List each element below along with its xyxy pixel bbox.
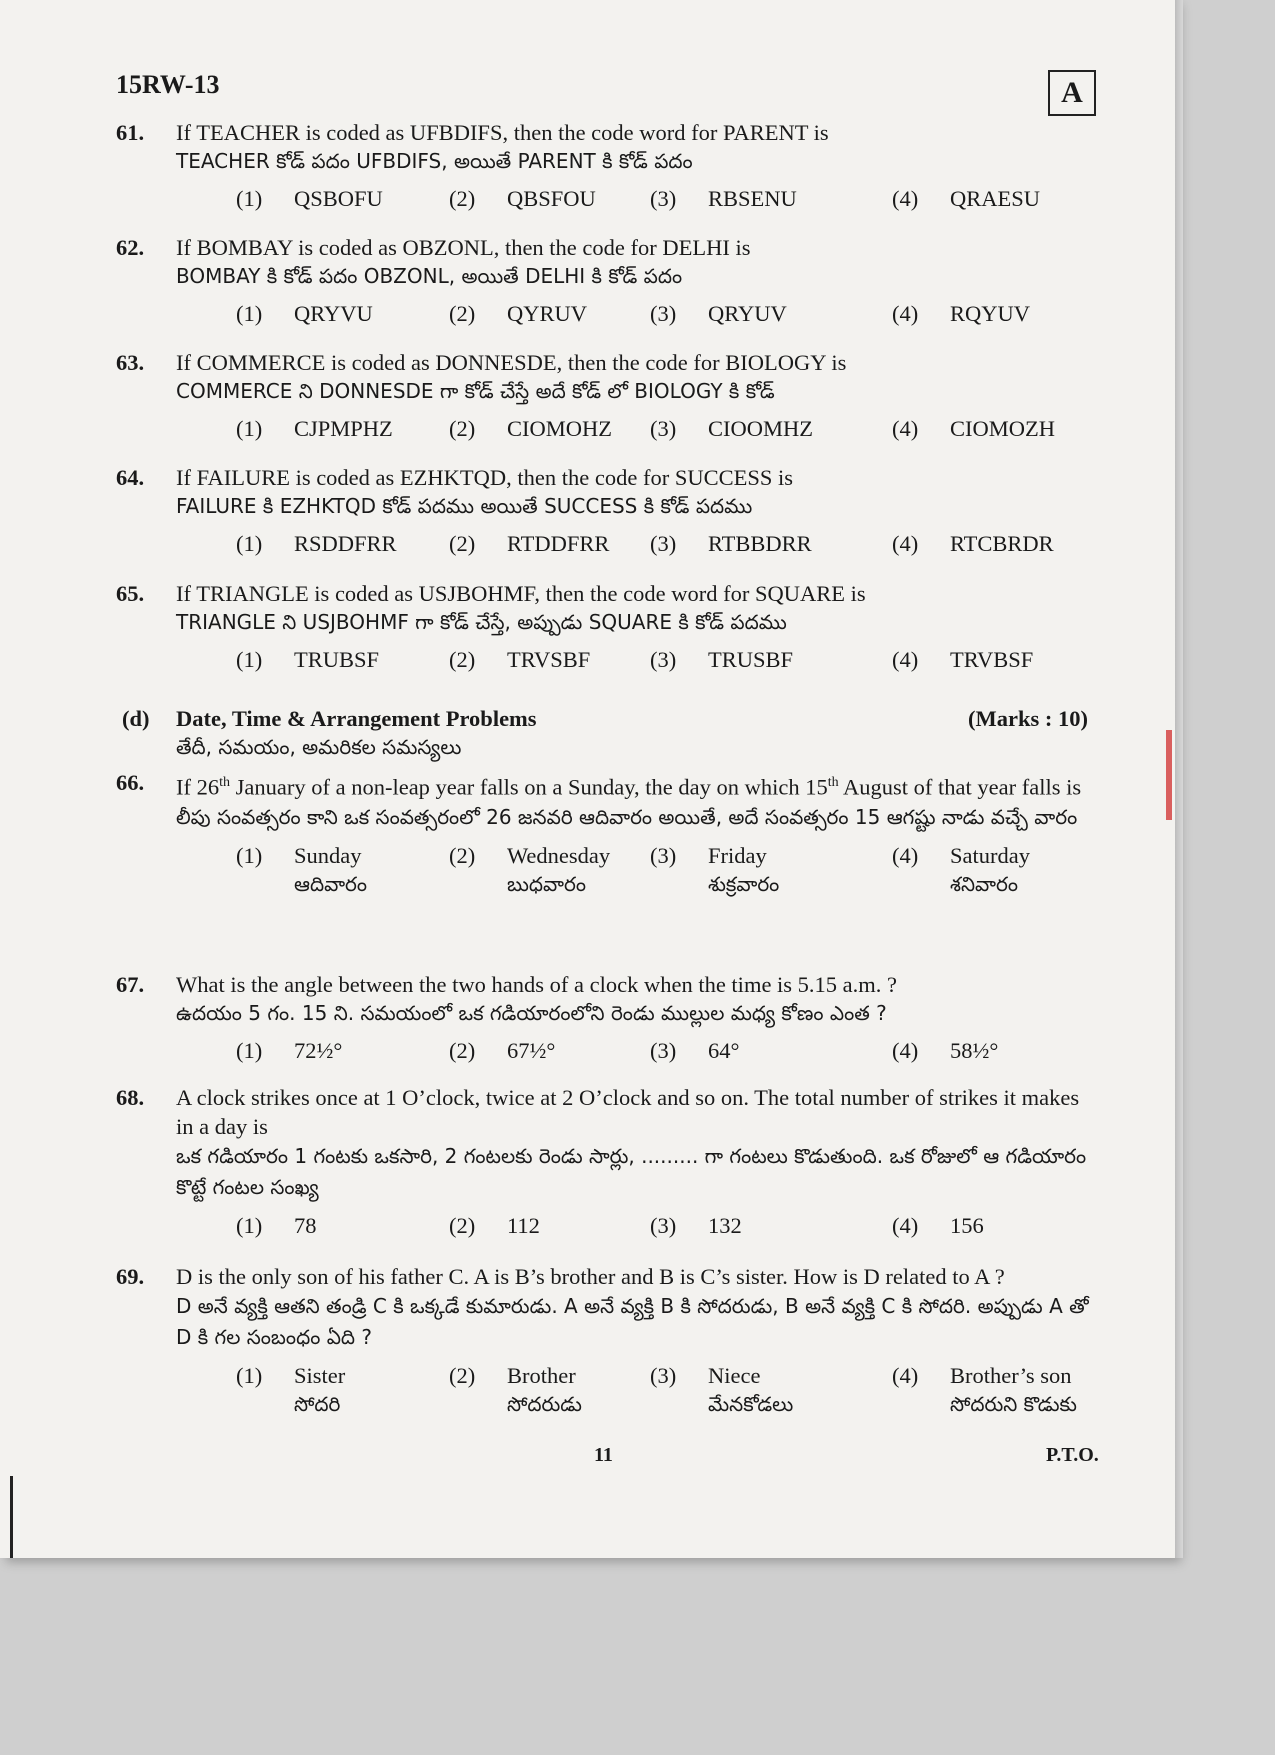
options — [176, 1361, 1096, 1419]
option-1[interactable]: (1) Sister సోదరి — [236, 1363, 346, 1416]
section-marks: (Marks : 10) — [968, 706, 1088, 731]
option-4[interactable]: (4) QRAESU — [892, 186, 1041, 211]
question-text: If FAILURE is coded as EZHKTQD, then the code for SUCCESS is — [176, 465, 794, 490]
question-69 — [116, 1262, 1096, 1419]
question-63 — [116, 348, 1096, 443]
option-2[interactable]: (2) CIOMOHZ — [449, 416, 612, 441]
option-2[interactable]: (2) RTDDFRR — [449, 531, 610, 556]
option-3[interactable]: (3) 64° — [650, 1038, 740, 1063]
option-2[interactable]: (2) 67½° — [449, 1038, 556, 1063]
option-3[interactable]: (3) RTBBDRR — [650, 531, 812, 556]
question-text-telugu: BOMBAY కి కోడ్ పదం OBZONL, అయితే DELHI కి కోడ్ పదం — [176, 264, 683, 288]
options — [176, 184, 1096, 213]
option-4[interactable]: (4) RQYUV — [892, 301, 1031, 326]
question-67 — [116, 970, 1096, 1065]
option-2[interactable]: (2) QBSFOU — [449, 186, 596, 211]
edge-mark — [1166, 730, 1172, 820]
option-1[interactable]: (1) 78 — [236, 1213, 317, 1238]
option-1[interactable]: (1) Sunday ఆదివారం — [236, 842, 368, 896]
question-text: A clock strikes once at 1 O’clock, twice at 2 O’clock and so on. The total number of strikes it makes in a day is — [176, 1085, 1080, 1139]
question-text: If COMMERCE is coded as DONNESDE, then the code for BIOLOGY is — [176, 350, 847, 375]
option-4[interactable]: (4) CIOMOZH — [892, 416, 1055, 441]
options — [176, 299, 1096, 328]
question-text: If 26th January of a non-leap year falls on a Sunday, the day on which 15th August of that year falls is — [176, 774, 1082, 800]
option-1[interactable]: (1) 72½° — [236, 1038, 343, 1063]
options — [176, 841, 1096, 899]
question-number: 61. — [116, 120, 145, 145]
section-header — [116, 704, 1096, 762]
option-2[interactable]: (2) QYRUV — [449, 301, 588, 326]
option-2[interactable]: (2) TRVSBF — [449, 647, 591, 672]
option-3[interactable]: (3) QRYUV — [650, 301, 787, 326]
option-1[interactable]: (1) CJPMPHZ — [236, 416, 393, 441]
option-4[interactable]: (4) Saturday శనివారం — [892, 842, 1030, 896]
option-1[interactable]: (1) QSBOFU — [236, 186, 383, 211]
option-4[interactable]: (4) 156 — [892, 1213, 984, 1238]
question-64 — [116, 463, 1096, 558]
question-66 — [116, 768, 1096, 899]
question-number: 68. — [116, 1085, 145, 1110]
option-4[interactable]: (4) TRVBSF — [892, 647, 1034, 672]
section-letter: (d) — [122, 706, 150, 731]
question-number: 64. — [116, 465, 145, 490]
question-text-telugu: ఉదయం 5 గం. 15 ని. సమయంలో ఒక గడియారంలోని రెండు ముల్లుల మధ్య కోణం ఎంత ? — [176, 1001, 887, 1025]
options — [176, 1036, 1096, 1065]
question-number: 63. — [116, 350, 145, 375]
question-text-telugu: D అనే వ్యక్తి ఆతని తండ్రి C కి ఒక్కడే కుమారుడు. A అనే వ్యక్తి B కి సోదరుడు, B అనే వ్యక్తి C కి సోదరి. అప్పుడు A తో D కి గల సంబంధం ఏది ? — [176, 1294, 1089, 1349]
question-text: D is the only son of his father C. A is B’s brother and B is C’s sister. How is D related to A ? — [176, 1264, 1005, 1289]
section-title: Date, Time & Arrangement Problems — [176, 706, 537, 731]
option-1[interactable]: (1) RSDDFRR — [236, 531, 397, 556]
question-text: What is the angle between the two hands of a clock when the time is 5.15 a.m. ? — [176, 972, 898, 997]
set-box: A — [1048, 70, 1096, 116]
options — [176, 1211, 1096, 1240]
paper-code: 15RW-13 — [116, 70, 220, 99]
option-4[interactable]: (4) RTCBRDR — [892, 531, 1054, 556]
question-number: 69. — [116, 1264, 145, 1289]
section-title-telugu: తేదీ, సమయం, అమరికల సమస్యలు — [176, 735, 462, 759]
question-number: 65. — [116, 581, 145, 606]
options — [176, 529, 1096, 558]
question-65 — [116, 579, 1096, 674]
question-text-telugu: ఒక గడియారం 1 గంటకు ఒకసారి, 2 గంటలకు రెండు సార్లు, ......... గా గంటలు కొడుతుంది. ఒక రోజులో ఆ గడియారం కొట్టే గంటల సంఖ్య — [176, 1144, 1087, 1199]
option-3[interactable]: (3) Friday శుక్రవారం — [650, 842, 780, 896]
question-61 — [116, 118, 1096, 213]
question-text-telugu: TEACHER కోడ్ పదం UFBDIFS, అయితే PARENT కి కోడ్ పదం — [176, 149, 693, 173]
question-68 — [116, 1083, 1096, 1240]
option-3[interactable]: (3) 132 — [650, 1213, 742, 1238]
question-text: If BOMBAY is coded as OBZONL, then the code for DELHI is — [176, 235, 751, 260]
question-text: If TEACHER is coded as UFBDIFS, then the code word for PARENT is — [176, 120, 829, 145]
option-1[interactable]: (1) QRYVU — [236, 301, 373, 326]
page-number: 11 — [594, 1444, 613, 1466]
question-text: If TRIANGLE is coded as USJBOHMF, then the code word for SQUARE is — [176, 581, 866, 606]
question-number: 62. — [116, 235, 145, 260]
option-3[interactable]: (3) Niece మేనకోడలు — [650, 1363, 794, 1416]
question-text-telugu: FAILURE కి EZHKTQD కోడ్ పదము అయితే SUCCESS కి కోడ్ పదము — [176, 494, 753, 518]
question-number: 67. — [116, 972, 145, 997]
option-2[interactable]: (2) Brother సోదరుడు — [449, 1363, 582, 1416]
options — [176, 414, 1096, 443]
question-text-telugu: COMMERCE ని DONNESDE గా కోడ్ చేస్తే అదే కోడ్ లో BIOLOGY కి కోడ్ — [176, 379, 775, 403]
option-4[interactable]: (4) Brother’s son సోదరుని కొడుకు — [892, 1363, 1077, 1416]
pto-label: P.T.O. — [1046, 1444, 1099, 1466]
options — [176, 645, 1096, 674]
question-62 — [116, 233, 1096, 328]
option-3[interactable]: (3) RBSENU — [650, 186, 797, 211]
option-1[interactable]: (1) TRUBSF — [236, 647, 380, 672]
option-2[interactable]: (2) 112 — [449, 1213, 540, 1238]
question-number: 66. — [116, 770, 145, 795]
option-3[interactable]: (3) TRUSBF — [650, 647, 794, 672]
binding-line — [10, 1476, 13, 1558]
option-3[interactable]: (3) CIOOMHZ — [650, 416, 813, 441]
question-text-telugu: TRIANGLE ని USJBOHMF గా కోడ్ చేస్తే, అప్పుడు SQUARE కి కోడ్ పదము — [176, 610, 787, 634]
question-text-telugu: లీపు సంవత్సరం కాని ఒక సంవత్సరంలో 26 జనవరి ఆదివారం అయితే, అదే సంవత్సరం 15 ఆగష్టు నాడు వచ్చే వారం — [176, 804, 1078, 829]
option-2[interactable]: (2) Wednesday బుధవారం — [449, 842, 611, 896]
option-4[interactable]: (4) 58½° — [892, 1038, 999, 1063]
